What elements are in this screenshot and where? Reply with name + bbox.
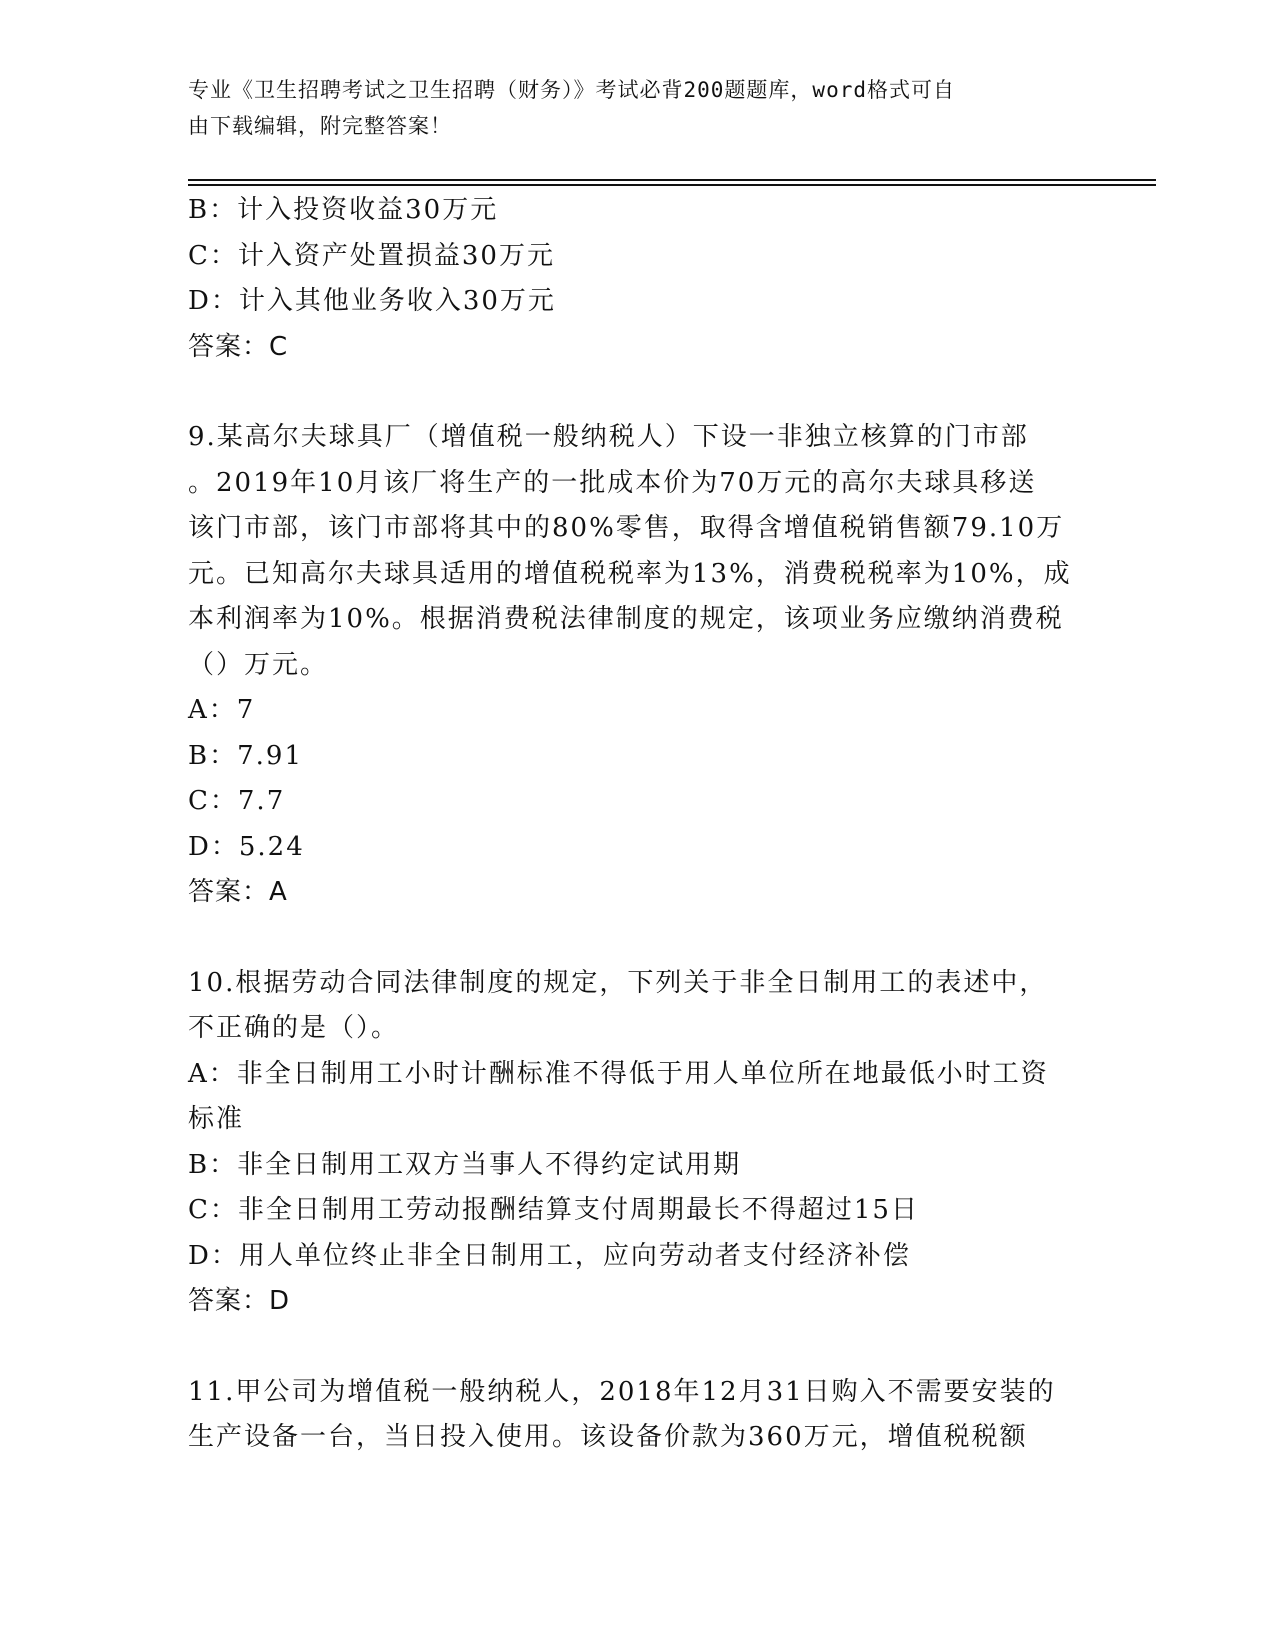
option-b: B：非全日制用工双方当事人不得约定试用期 <box>188 1149 742 1180</box>
question-text-line: 该门市部，该门市部将其中的80%零售，取得含增值税销售额79.10万 <box>188 513 1065 543</box>
question-text-line: 。2019年10月该厂将生产的一批成本价为70万元的高尔夫球具移送 <box>188 467 1037 498</box>
question-11 <box>188 1370 1088 1461</box>
option-d: D：用人单位终止非全日制用工，应向劳动者支付经济补偿 <box>188 1240 911 1271</box>
header-divider-top <box>188 179 1156 181</box>
spacer <box>188 1325 1088 1370</box>
header-line-2: 由下载编辑，附完整答案！ <box>188 114 452 138</box>
question-10 <box>188 961 1088 1325</box>
answer: 答案：D <box>188 1286 291 1316</box>
question-text-line: 本利润率为10%。根据消费税法律制度的规定，该项业务应缴纳消费税 <box>188 604 1064 634</box>
question-text-line: 不正确的是（）。 <box>188 1013 400 1043</box>
option-a-continued: 标准 <box>188 1104 245 1134</box>
question-text-line: （）万元。 <box>188 649 329 680</box>
option-a: A：非全日制用工小时计酬标准不得低于用人单位所在地最低小时工资 <box>188 1058 1049 1089</box>
question-text-line: 生产设备一台，当日投入使用。该设备价款为360万元，增值税税额 <box>188 1422 1028 1452</box>
option-d: D：5.24 <box>188 831 305 862</box>
option-d: D：计入其他业务收入30万元 <box>188 286 556 316</box>
question-text-line: 元。已知高尔夫球具适用的增值税税率为13%，消费税税率为10%，成 <box>188 558 1072 589</box>
document-body <box>188 188 1088 1461</box>
answer: 答案：A <box>188 877 288 907</box>
spacer <box>188 370 1088 415</box>
option-b: B：7.91 <box>188 740 303 771</box>
option-a: A：7 <box>188 695 256 725</box>
answer: 答案：C <box>188 331 289 362</box>
header-divider-bottom <box>188 184 1156 186</box>
question-9 <box>188 415 1088 916</box>
option-c: C：计入资产处置损益30万元 <box>188 240 555 271</box>
question-text-line: 10.根据劳动合同法律制度的规定，下列关于非全日制用工的表述中， <box>188 967 1048 998</box>
document-header <box>188 72 1068 144</box>
spacer <box>188 916 1088 961</box>
option-c: C：非全日制用工劳动报酬结算支付周期最长不得超过15日 <box>188 1195 919 1225</box>
question-text-line: 9.某高尔夫球具厂（增值税一般纳税人）下设一非独立核算的门市部 <box>188 422 1029 452</box>
option-b: B：计入投资收益30万元 <box>188 195 499 225</box>
header-line-1: 专业《卫生招聘考试之卫生招聘（财务）》考试必背200题题库，word格式可自 <box>188 78 955 102</box>
question-text-line: 11.甲公司为增值税一般纳税人，2018年12月31日购入不需要安装的 <box>188 1376 1056 1407</box>
question-8-remainder <box>188 188 1088 370</box>
option-c: C：7.7 <box>188 786 286 816</box>
